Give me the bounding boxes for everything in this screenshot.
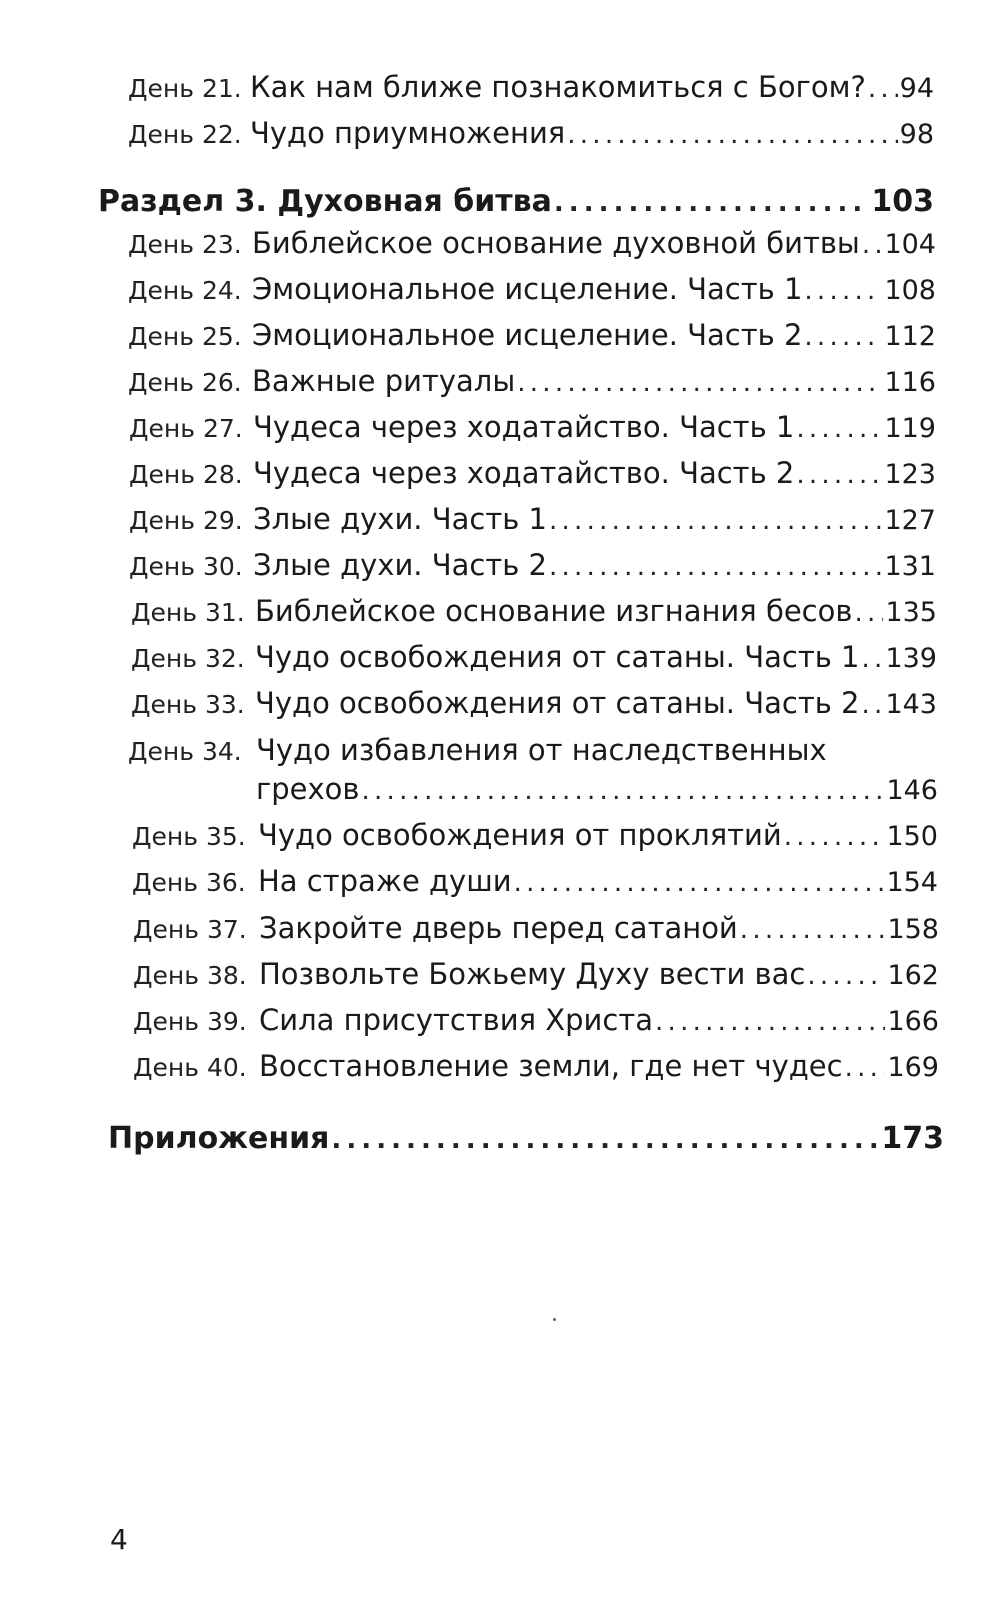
toc-entry-continuation bbox=[256, 772, 938, 806]
toc-day-label: День 38. bbox=[133, 961, 247, 990]
toc-day-label: День 21. bbox=[128, 74, 242, 103]
dot-leader bbox=[549, 552, 882, 582]
print-speck bbox=[553, 1318, 556, 1321]
toc-title: Чудо освобождения от сатаны. Часть 2 bbox=[255, 686, 860, 720]
toc-entry bbox=[128, 70, 934, 104]
dot-leader bbox=[868, 74, 898, 104]
toc-page-number: 108 bbox=[884, 275, 936, 306]
dot-leader bbox=[784, 822, 885, 852]
toc-entry bbox=[131, 686, 937, 720]
dot-leader bbox=[567, 120, 897, 150]
toc-title: Важные ритуалы bbox=[252, 364, 516, 398]
toc-page-number: 158 bbox=[887, 914, 939, 945]
dot-leader bbox=[804, 322, 882, 352]
toc-day-label: День 25. bbox=[128, 322, 242, 351]
section-page-number: 103 bbox=[871, 184, 934, 219]
dot-leader bbox=[740, 915, 886, 945]
toc-day-label: День 26. bbox=[128, 368, 242, 397]
toc-page-number: 98 bbox=[899, 119, 934, 150]
toc-entry bbox=[129, 456, 936, 490]
dot-leader bbox=[514, 868, 885, 898]
toc-title: Позвольте Божьему Духу вести вас bbox=[259, 957, 806, 991]
dot-leader bbox=[554, 188, 870, 218]
toc-day-label: День 23. bbox=[128, 230, 242, 259]
toc-page-number: 154 bbox=[886, 867, 938, 898]
toc-day-label: День 34. bbox=[128, 737, 242, 766]
toc-page-number: 127 bbox=[884, 505, 936, 536]
toc-page-number: 104 bbox=[884, 229, 936, 260]
page-folio: 4 bbox=[110, 1523, 128, 1556]
toc-entry bbox=[128, 116, 934, 150]
toc-day-label: День 29. bbox=[129, 506, 243, 535]
toc-page-number: 146 bbox=[886, 775, 938, 806]
toc-page-number: 162 bbox=[887, 960, 939, 991]
toc-title: Чудеса через ходатайство. Часть 2 bbox=[253, 456, 795, 490]
dot-leader bbox=[361, 776, 884, 806]
toc-page-number: 139 bbox=[885, 643, 937, 674]
dot-leader bbox=[845, 1053, 886, 1083]
toc-entry bbox=[129, 410, 936, 444]
toc-day-label: День 32. bbox=[131, 644, 245, 673]
toc-entry-first-line bbox=[128, 733, 936, 767]
toc-appendix-heading bbox=[108, 1121, 944, 1156]
toc-entry bbox=[132, 864, 938, 898]
toc-entry bbox=[133, 1049, 939, 1083]
toc-page-number: 112 bbox=[884, 321, 936, 352]
toc-entry bbox=[133, 957, 939, 991]
toc-entry bbox=[128, 272, 936, 306]
toc-title: Эмоциональное исцеление. Часть 1 bbox=[252, 272, 803, 306]
toc-title: Злые духи. Часть 2 bbox=[253, 548, 547, 582]
toc-day-label: День 40. bbox=[133, 1053, 247, 1082]
toc-day-label: День 27. bbox=[129, 414, 243, 443]
toc-entry bbox=[131, 640, 937, 674]
toc-page-number: 150 bbox=[886, 821, 938, 852]
toc-entry bbox=[131, 594, 937, 628]
dot-leader bbox=[854, 598, 883, 628]
toc-day-label: День 24. bbox=[128, 276, 242, 305]
toc-page-number: 135 bbox=[885, 597, 937, 628]
toc-entry bbox=[129, 548, 936, 582]
toc-title: Закройте дверь перед сатаной bbox=[259, 911, 738, 945]
toc-title: Чудо освобождения от сатаны. Часть 1 bbox=[255, 640, 860, 674]
dot-leader bbox=[861, 690, 883, 720]
toc-day-label: День 31. bbox=[131, 598, 245, 627]
toc-section-heading bbox=[98, 184, 934, 219]
dot-leader bbox=[796, 414, 882, 444]
toc-title: Восстановление земли, где нет чудес bbox=[259, 1049, 843, 1083]
section-title: Раздел 3. Духовная битва bbox=[98, 184, 552, 219]
toc-title: Чудо освобождения от проклятий bbox=[258, 818, 782, 852]
toc-page-number: 143 bbox=[885, 689, 937, 720]
toc-day-label: День 28. bbox=[129, 460, 243, 489]
dot-leader bbox=[807, 961, 885, 991]
toc-title: Как нам ближе познакомиться с Богом? bbox=[250, 70, 866, 104]
toc-page-number: 169 bbox=[887, 1052, 939, 1083]
toc-day-label: День 36. bbox=[132, 868, 246, 897]
toc-title: Библейское основание изгнания бесов bbox=[255, 594, 853, 628]
toc-title: Библейское основание духовной битвы bbox=[252, 226, 860, 260]
toc-page-number: 94 bbox=[899, 73, 934, 104]
toc-page-number: 119 bbox=[884, 413, 936, 444]
toc-title-continuation: грехов bbox=[256, 772, 360, 806]
toc-day-label: День 33. bbox=[131, 690, 245, 719]
dot-leader bbox=[861, 644, 883, 674]
dot-leader bbox=[655, 1007, 885, 1037]
appendix-page-number: 173 bbox=[881, 1121, 944, 1156]
dot-leader bbox=[549, 506, 882, 536]
toc-title: На страже души bbox=[258, 864, 512, 898]
dot-leader bbox=[331, 1125, 879, 1155]
toc-entry bbox=[129, 502, 936, 536]
toc-entry bbox=[133, 1003, 939, 1037]
appendix-title: Приложения bbox=[108, 1121, 330, 1156]
toc-page-number: 116 bbox=[884, 367, 936, 398]
toc-page-number: 123 bbox=[884, 459, 936, 490]
toc-day-label: День 39. bbox=[133, 1007, 247, 1036]
toc-entry bbox=[133, 911, 939, 945]
dot-leader bbox=[804, 276, 882, 306]
toc-title: Сила присутствия Христа bbox=[259, 1003, 654, 1037]
toc-title: Эмоциональное исцеление. Часть 2 bbox=[252, 318, 803, 352]
toc-entry bbox=[128, 364, 936, 398]
toc-page-number: 166 bbox=[887, 1006, 939, 1037]
toc-title: Чудо избавления от наследственных bbox=[256, 733, 827, 767]
toc-entry bbox=[128, 318, 936, 352]
toc-day-label: День 22. bbox=[128, 120, 242, 149]
toc-day-label: День 35. bbox=[132, 822, 246, 851]
toc-day-label: День 30. bbox=[129, 552, 243, 581]
toc-entry bbox=[128, 226, 936, 260]
dot-leader bbox=[796, 460, 882, 490]
toc-title: Чудеса через ходатайство. Часть 1 bbox=[253, 410, 795, 444]
toc-day-label: День 37. bbox=[133, 915, 247, 944]
toc-title: Злые духи. Часть 1 bbox=[253, 502, 547, 536]
toc-title: Чудо приумножения bbox=[250, 116, 566, 150]
toc-entry bbox=[132, 818, 938, 852]
toc-page-number: 131 bbox=[884, 551, 936, 582]
dot-leader bbox=[517, 368, 882, 398]
dot-leader bbox=[862, 230, 883, 260]
